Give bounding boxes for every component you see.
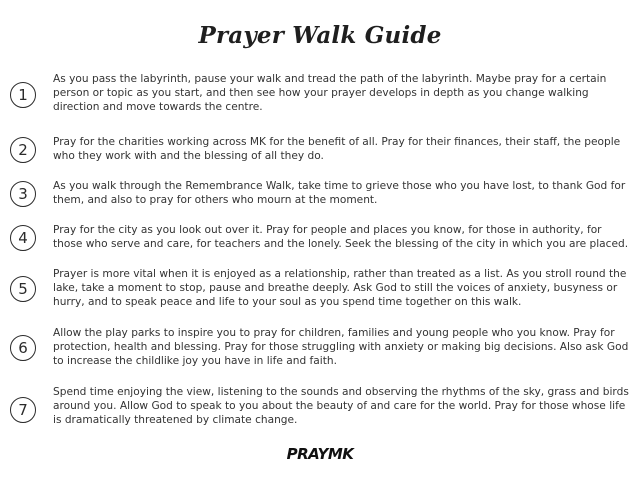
step-text: As you walk through the Remembrance Walk, take time to grieve those who you have lost, to thank God for them, and also to pray for others who mourn at the moment. xyxy=(53,180,626,207)
step-text: Allow the play parks to inspire you to pray for children, families and young people who you know. Pray for protection, health and blessing. Pray for those struggling with anxiety or making big decisions. Also ask God to increase the childlike joy you have in life and faith. xyxy=(53,327,629,368)
step-text: Spend time enjoying the view, listening to the sounds and observing the rhythms of the sky, grass and birds around you. Allow God to speak to you about the beauty of and care for the world. Pray for those whose life is dramatically threatened by climate change. xyxy=(53,386,629,427)
prayer-step-1 xyxy=(0,72,640,128)
praymk-logo: PRAYMK xyxy=(286,445,354,463)
step-number-circle: 2 xyxy=(10,137,36,163)
step-text: As you pass the labyrinth, pause your walk and tread the path of the labyrinth. Maybe pray for a certain person or topic as you start, and then see how your prayer develops in depth as you change walking direction and move towards the centre. xyxy=(53,73,607,114)
step-text: Pray for the city as you look out over it. Pray for people and places you know, for those in authority, for those who serve and care, for teachers and the lonely. Seek the blessing of the city in which you are placed. xyxy=(53,224,629,251)
step-number-circle: 1 xyxy=(10,82,36,108)
prayer-step-6 xyxy=(0,326,640,382)
step-text: Prayer is more vital when it is enjoyed as a relationship, rather than treated as a list. As you stroll round the lake, take a moment to stop, pause and breathe deeply. Ask God to still the voices of anxiety, busyness or hurry, and to speak peace and life to your soul as you spend time together on this walk. xyxy=(53,268,627,309)
step-number-circle: 7 xyxy=(10,397,36,423)
step-number-circle: 5 xyxy=(10,276,36,302)
step-number-circle: 6 xyxy=(10,335,36,361)
page-title: Prayer Walk Guide xyxy=(198,22,442,49)
prayer-step-5 xyxy=(0,267,640,323)
step-text: Pray for the charities working across MK for the benefit of all. Pray for their finances, their staff, the people who they work with and the blessing of all they do. xyxy=(53,136,621,163)
step-number-circle: 4 xyxy=(10,225,36,251)
prayer-step-7 xyxy=(0,385,640,441)
step-number-circle: 3 xyxy=(10,181,36,207)
